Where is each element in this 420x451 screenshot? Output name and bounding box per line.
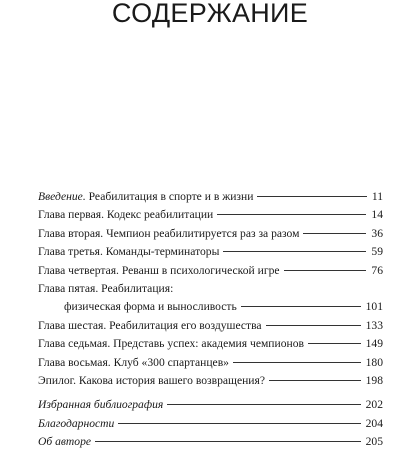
toc-entry-text — [38, 280, 173, 298]
toc-entry-row — [38, 243, 383, 261]
toc-page-number: 76 — [371, 263, 383, 277]
toc-entry[interactable] — [38, 188, 383, 206]
toc-entry-row — [38, 298, 383, 316]
toc-entry-label: Глава третья. — [38, 245, 103, 259]
toc-back-matter-title: Об авторе — [38, 435, 92, 449]
toc-entry-label: Глава восьмая. — [38, 355, 111, 369]
toc-page-number: 202 — [365, 398, 383, 412]
toc-entry-row — [38, 317, 383, 335]
toc-entry[interactable] — [38, 298, 383, 316]
toc-page-number: 133 — [365, 318, 383, 332]
toc-entry-label: Глава седьмая. — [38, 337, 111, 351]
toc-entry-text — [38, 317, 262, 335]
toc-entry[interactable] — [38, 354, 383, 372]
toc-entry-label: Эпилог. — [38, 373, 76, 387]
toc-entry[interactable] — [38, 243, 383, 261]
toc-page-number: 11 — [371, 190, 383, 203]
toc-page-number: 36 — [371, 226, 383, 240]
toc-entry-label: Глава первая. — [38, 208, 104, 222]
toc-page-number: 204 — [365, 416, 383, 430]
dotted-leader — [257, 196, 366, 197]
toc-entry-row — [38, 354, 383, 372]
toc-entry-row — [38, 188, 383, 206]
dotted-leader — [233, 362, 361, 363]
toc-entry-row — [38, 206, 383, 224]
dotted-leader — [308, 343, 361, 344]
toc-entry-text — [38, 243, 219, 261]
toc-entry-label: Введение. — [38, 190, 86, 203]
toc-entry-title: Реванш в психологической игре — [121, 263, 280, 277]
toc-entry-title: физическая форма и выносливость — [64, 300, 237, 314]
toc-entry-row — [38, 415, 383, 433]
toc-back-matter-entry[interactable] — [38, 396, 383, 414]
toc-entry[interactable] — [38, 280, 383, 298]
toc-entry-text — [38, 335, 304, 353]
toc-page-number: 101 — [365, 300, 383, 314]
toc-back-matter-title: Избранная библиография — [38, 398, 164, 412]
dotted-leader — [95, 441, 361, 442]
toc-entry-title: Чемпион реабилитируется раз за разом — [106, 226, 300, 240]
toc-entry-label: Глава четвертая. — [38, 263, 119, 277]
toc-entry-title: Клуб «300 спартанцев» — [113, 355, 229, 369]
toc-entry-label: Глава вторая. — [38, 226, 104, 240]
toc-entry-title: Какова история вашего возвращения? — [78, 373, 265, 387]
toc-entry-text — [38, 354, 229, 372]
toc-entry-title: Реабилитация его воздушества — [109, 318, 262, 332]
toc-entry-row — [38, 280, 383, 298]
toc-entry-title: Представь успех: академия чемпионов — [113, 337, 304, 351]
toc-entry-title: Команды-терминаторы — [105, 245, 220, 259]
toc-page-number: 14 — [371, 208, 383, 222]
toc-entry-text — [38, 225, 299, 243]
toc-page-number: 205 — [365, 435, 383, 449]
toc-title: СОДЕРЖАНИЕ — [111, 0, 309, 28]
toc-entry[interactable] — [38, 225, 383, 243]
dotted-leader — [269, 380, 361, 381]
dotted-leader — [217, 214, 366, 215]
toc-back-matter-entry[interactable] — [38, 415, 383, 433]
toc-entry-text — [38, 206, 213, 224]
toc-entry-row — [38, 262, 383, 280]
toc-entry-text — [38, 262, 280, 280]
dotted-leader — [266, 325, 361, 326]
dotted-leader — [167, 404, 360, 405]
toc-entry-label: Глава пятая. — [38, 281, 99, 295]
dotted-leader — [303, 233, 366, 234]
toc-back-matter-title: Благодарности — [38, 416, 115, 430]
toc-entry-row — [38, 225, 383, 243]
toc-back-matter-entry[interactable] — [38, 433, 383, 451]
toc-entry[interactable] — [38, 206, 383, 224]
toc-entry-row — [38, 396, 383, 414]
toc-entry[interactable] — [38, 335, 383, 353]
toc-entry[interactable] — [38, 262, 383, 280]
dotted-leader — [284, 270, 367, 271]
toc-entry-text — [38, 188, 253, 206]
toc-list — [38, 188, 383, 451]
toc-entry-label: Глава шестая. — [38, 318, 107, 332]
toc-page-number: 149 — [365, 337, 383, 351]
toc-entry-title: Реабилитация: — [101, 281, 174, 295]
toc-entry[interactable] — [38, 317, 383, 335]
toc-page-number: 59 — [371, 245, 383, 259]
dotted-leader — [118, 423, 360, 424]
toc-entry-row — [38, 433, 383, 451]
toc-entry-text — [64, 298, 237, 316]
toc-entry-row — [38, 335, 383, 353]
toc-entry-title: Кодекс реабилитации — [106, 208, 214, 222]
toc-entry-title: Реабилитация в спорте и в жизни — [88, 190, 254, 203]
toc-entry-row — [38, 372, 383, 390]
dotted-leader — [241, 306, 361, 307]
toc-page-number: 180 — [365, 355, 383, 369]
toc-entry-text — [38, 372, 265, 390]
dotted-leader — [223, 251, 366, 252]
toc-page-number: 198 — [365, 373, 383, 387]
toc-entry[interactable] — [38, 372, 383, 390]
